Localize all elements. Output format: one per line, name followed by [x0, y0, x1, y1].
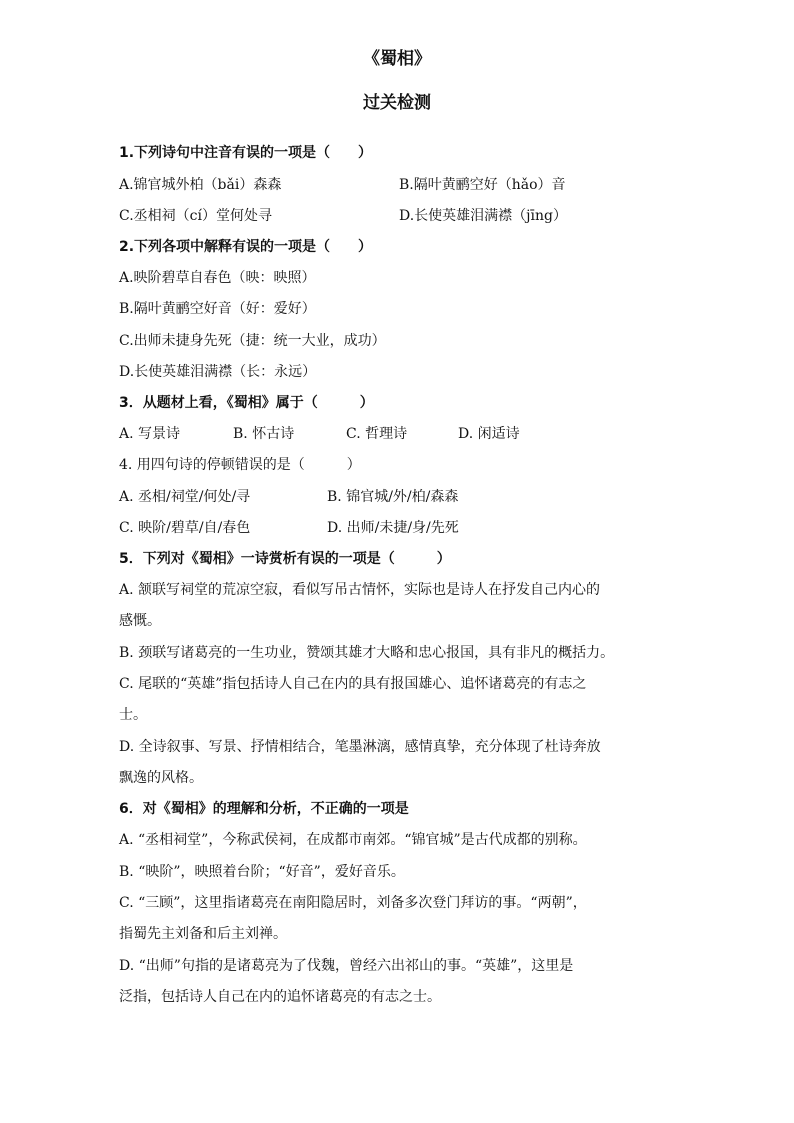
question-2-option-c: C.出师未捷身先死（捷：统一大业，成功） [119, 333, 386, 349]
question-6-stem: 6．对《蜀相》的理解和分析，不正确的一项是 [119, 801, 409, 817]
question-2-option-a: A.映阶碧草自春色（映：映照） [119, 270, 316, 286]
question-2-option-d: D.长使英雄泪满襟（长：永远） [119, 364, 317, 380]
question-4-row-1 [119, 487, 458, 507]
question-5-line: C. 尾联的“英雄”指包括诗人自己在内的具有报国雄心、追怀诸葛亮的有志之 [119, 676, 587, 692]
question-6-line: 泛指，包括诗人自己在内的追怀诸葛亮的有志之士。 [119, 989, 441, 1005]
question-6-line: D. “出师”句指的是诸葛亮为了伐魏，曾经六出祁山的事。“英雄”，这里是 [119, 958, 574, 974]
question-2-option-b: B.隔叶黄鹂空好音（好：爱好） [119, 301, 316, 317]
question-3-option-b: B. 怀古诗 [233, 426, 295, 442]
question-1-row-2 [119, 206, 567, 226]
question-5-line: 感慨。 [119, 613, 161, 629]
question-5-line: A. 颔联写祠堂的荒凉空寂，看似写吊古情怀，实际也是诗人在抒发自己内心的 [119, 582, 601, 598]
question-1-option-d: D.长使英雄泪满襟（jīng） [399, 208, 567, 224]
question-3-option-d: D. 闲适诗 [458, 426, 520, 442]
question-5-line: 士。 [119, 707, 147, 723]
question-6-line: A. “丞相祠堂”，今称武侯祠，在成都市南郊。“锦官城”是古代成都的别称。 [119, 832, 587, 848]
document-subtitle: 过关检测 [363, 93, 431, 113]
question-6-line: B. “映阶”，映照着台阶；“好音”，爱好音乐。 [119, 864, 405, 880]
question-1-option-c: C.丞相祠（cí）堂何处寻 [119, 208, 272, 224]
question-4-option-d: D. 出师/未捷/身/先死 [327, 520, 459, 536]
question-5-line: D. 全诗叙事、写景、抒情相结合，笔墨淋漓，感情真挚，充分体现了杜诗奔放 [119, 739, 601, 755]
question-3-option-a: A. 写景诗 [119, 426, 181, 442]
question-1-option-a: A.锦官城外柏（bǎi）森森 [119, 177, 282, 193]
question-5-line: 飘逸的风格。 [119, 770, 203, 786]
question-5-stem: 5．下列对《蜀相》一诗赏析有误的一项是（ ） [119, 551, 451, 567]
question-3-stem: 3．从题材上看，《蜀相》属于（ ） [119, 395, 374, 411]
question-1-option-b: B.隔叶黄鹂空好（hǎo）音 [399, 177, 566, 193]
question-3-options [119, 424, 520, 444]
question-1-stem: 1.下列诗句中注音有误的一项是（ ） [119, 145, 373, 161]
question-1-row-1 [119, 175, 566, 195]
question-6-line: 指蜀先主刘备和后主刘禅。 [119, 926, 287, 942]
question-4-row-2 [119, 518, 459, 538]
document-title: 《蜀相》 [363, 49, 431, 69]
question-5-line: B. 颈联写诸葛亮的一生功业，赞颂其雄才大略和忠心报国，具有非凡的概括力。 [119, 645, 615, 661]
question-3-option-c: C. 哲理诗 [346, 426, 408, 442]
question-4-option-a: A. 丞相/祠堂/何处/寻 [119, 489, 251, 505]
question-6-line: C. “三顾”，这里指诸葛亮在南阳隐居时，刘备多次登门拜访的事。“两朝”， [119, 895, 587, 911]
question-2-stem: 2.下列各项中解释有误的一项是（ ） [119, 239, 373, 255]
question-4-stem: 4. 用四句诗的停顿错误的是（ ） [119, 457, 361, 473]
question-4-option-b: B. 锦官城/外/柏/森森 [327, 489, 459, 505]
question-4-option-c: C. 映阶/碧草/自/春色 [119, 520, 251, 536]
